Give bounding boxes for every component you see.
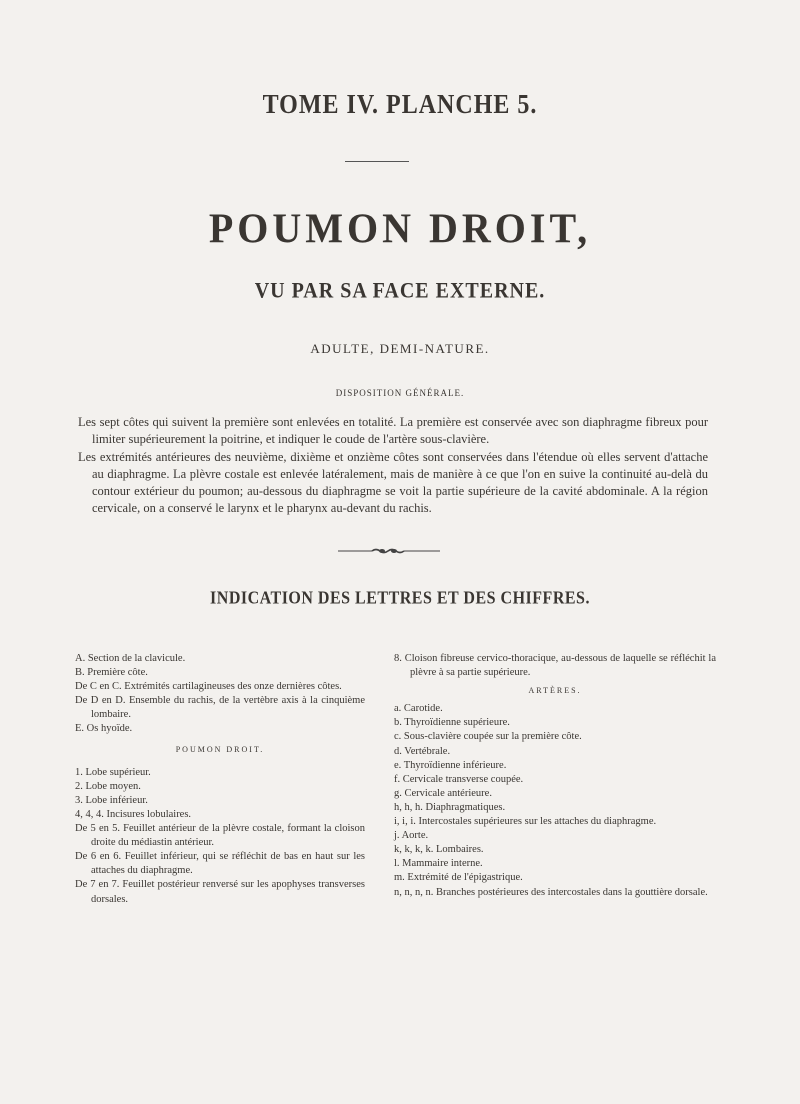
list-item: De 6 en 6. Feuillet inférieur, qui se réfléchit de bas en haut sur les attaches du diaphragme.	[75, 851, 365, 877]
list-item: j. Aorte.	[394, 830, 429, 842]
list-item: B. Première côte.	[75, 667, 148, 679]
list-item: m. Extrémité de l'épigastrique.	[394, 872, 523, 884]
scale-note: ADULTE, DEMI-NATURE.	[310, 341, 490, 356]
list-item: 4, 4, 4. Incisures lobulaires.	[75, 808, 192, 820]
list-item: f. Cervicale transverse coupée.	[394, 773, 524, 785]
list-item: 8. Cloison fibreuse cervico-thoracique, au-dessous de laquelle se réfléchit la plèvre à sa partie supérieure.	[394, 653, 716, 679]
list-item: g. Cervicale antérieure.	[394, 787, 492, 799]
left-column	[75, 652, 365, 907]
list-item: i, i, i. Intercostales supérieures sur les attaches du diaphragme.	[394, 816, 657, 828]
section-heading: ARTÈRES.	[528, 686, 582, 696]
list-item: A. Section de la clavicule.	[75, 653, 186, 664]
page-subtitle: VU PAR SA FACE EXTERNE.	[254, 278, 546, 304]
list-item: De D en D. Ensemble du rachis, de la vertèbre axis à la cinquième lombaire.	[75, 695, 365, 721]
list-item: k, k, k, k. Lombaires.	[394, 844, 484, 856]
list-item: b. Thyroïdienne supérieure.	[394, 717, 510, 729]
page-title: POUMON DROIT,	[208, 204, 592, 253]
tome-heading: TOME IV. PLANCHE 5.	[262, 89, 538, 120]
list-item: 2. Lobe moyen.	[75, 780, 141, 792]
list-item: l. Mammaire interne.	[394, 858, 483, 870]
disposition-text	[78, 414, 708, 518]
section-heading: POUMON DROIT.	[175, 744, 265, 754]
list-item: c. Sous-clavière coupée sur la première côte.	[394, 731, 582, 743]
list-item: a. Carotide.	[394, 703, 443, 715]
list-item: h, h, h. Diaphragmatiques.	[394, 801, 506, 813]
disposition-paragraph: Les sept côtes qui suivent la première sont enlevées en totalité. La première est conservée avec son diaphragme fibreux pour limiter supérieurement la poitrine, et indiquer le coude de l'artère sous-clavière.	[78, 415, 708, 447]
list-item: E. Os hyoïde.	[75, 723, 133, 735]
list-item: De 5 en 5. Feuillet antérieur de la plèvre costale, formant la cloison droite du médiastin antérieur.	[75, 823, 365, 849]
list-item: n, n, n, n. Branches postérieures des intercostales dans la gouttière dorsale.	[394, 886, 708, 898]
list-item: De 7 en 7. Feuillet postérieur renversé sur les apophyses transverses dorsales.	[75, 879, 365, 905]
disposition-heading: DISPOSITION GÉNÉRALE.	[335, 388, 465, 398]
list-item: e. Thyroïdienne inférieure.	[394, 759, 507, 771]
disposition-paragraph: Les extrémités antérieures des neuvième, dixième et onzième côtes sont conservées dans l'étendue où elles servent d'attache au diaphragme. La plèvre costale est enlevée latéralement, mais de manière à ce que l'on en suive la continuité au-delà du contour extérieur du poumon; au-dessous du diaphragme se voit la partie supérieure de la cavité abdominale. A la région cervicale, on a conservé le larynx et le pharynx au-devant du rachis.	[78, 449, 708, 516]
list-item: De C en C. Extrémités cartilagineuses des onze dernières côtes.	[75, 681, 342, 693]
title-divider	[345, 161, 409, 162]
ornament-divider	[338, 546, 440, 556]
indication-heading: INDICATION DES LETTRES ET DES CHIFFRES.	[210, 589, 590, 608]
right-column	[394, 652, 716, 900]
list-item: d. Vertébrale.	[394, 745, 451, 757]
list-item: 1. Lobe supérieur.	[75, 766, 151, 778]
list-item: 3. Lobe inférieur.	[75, 794, 148, 806]
